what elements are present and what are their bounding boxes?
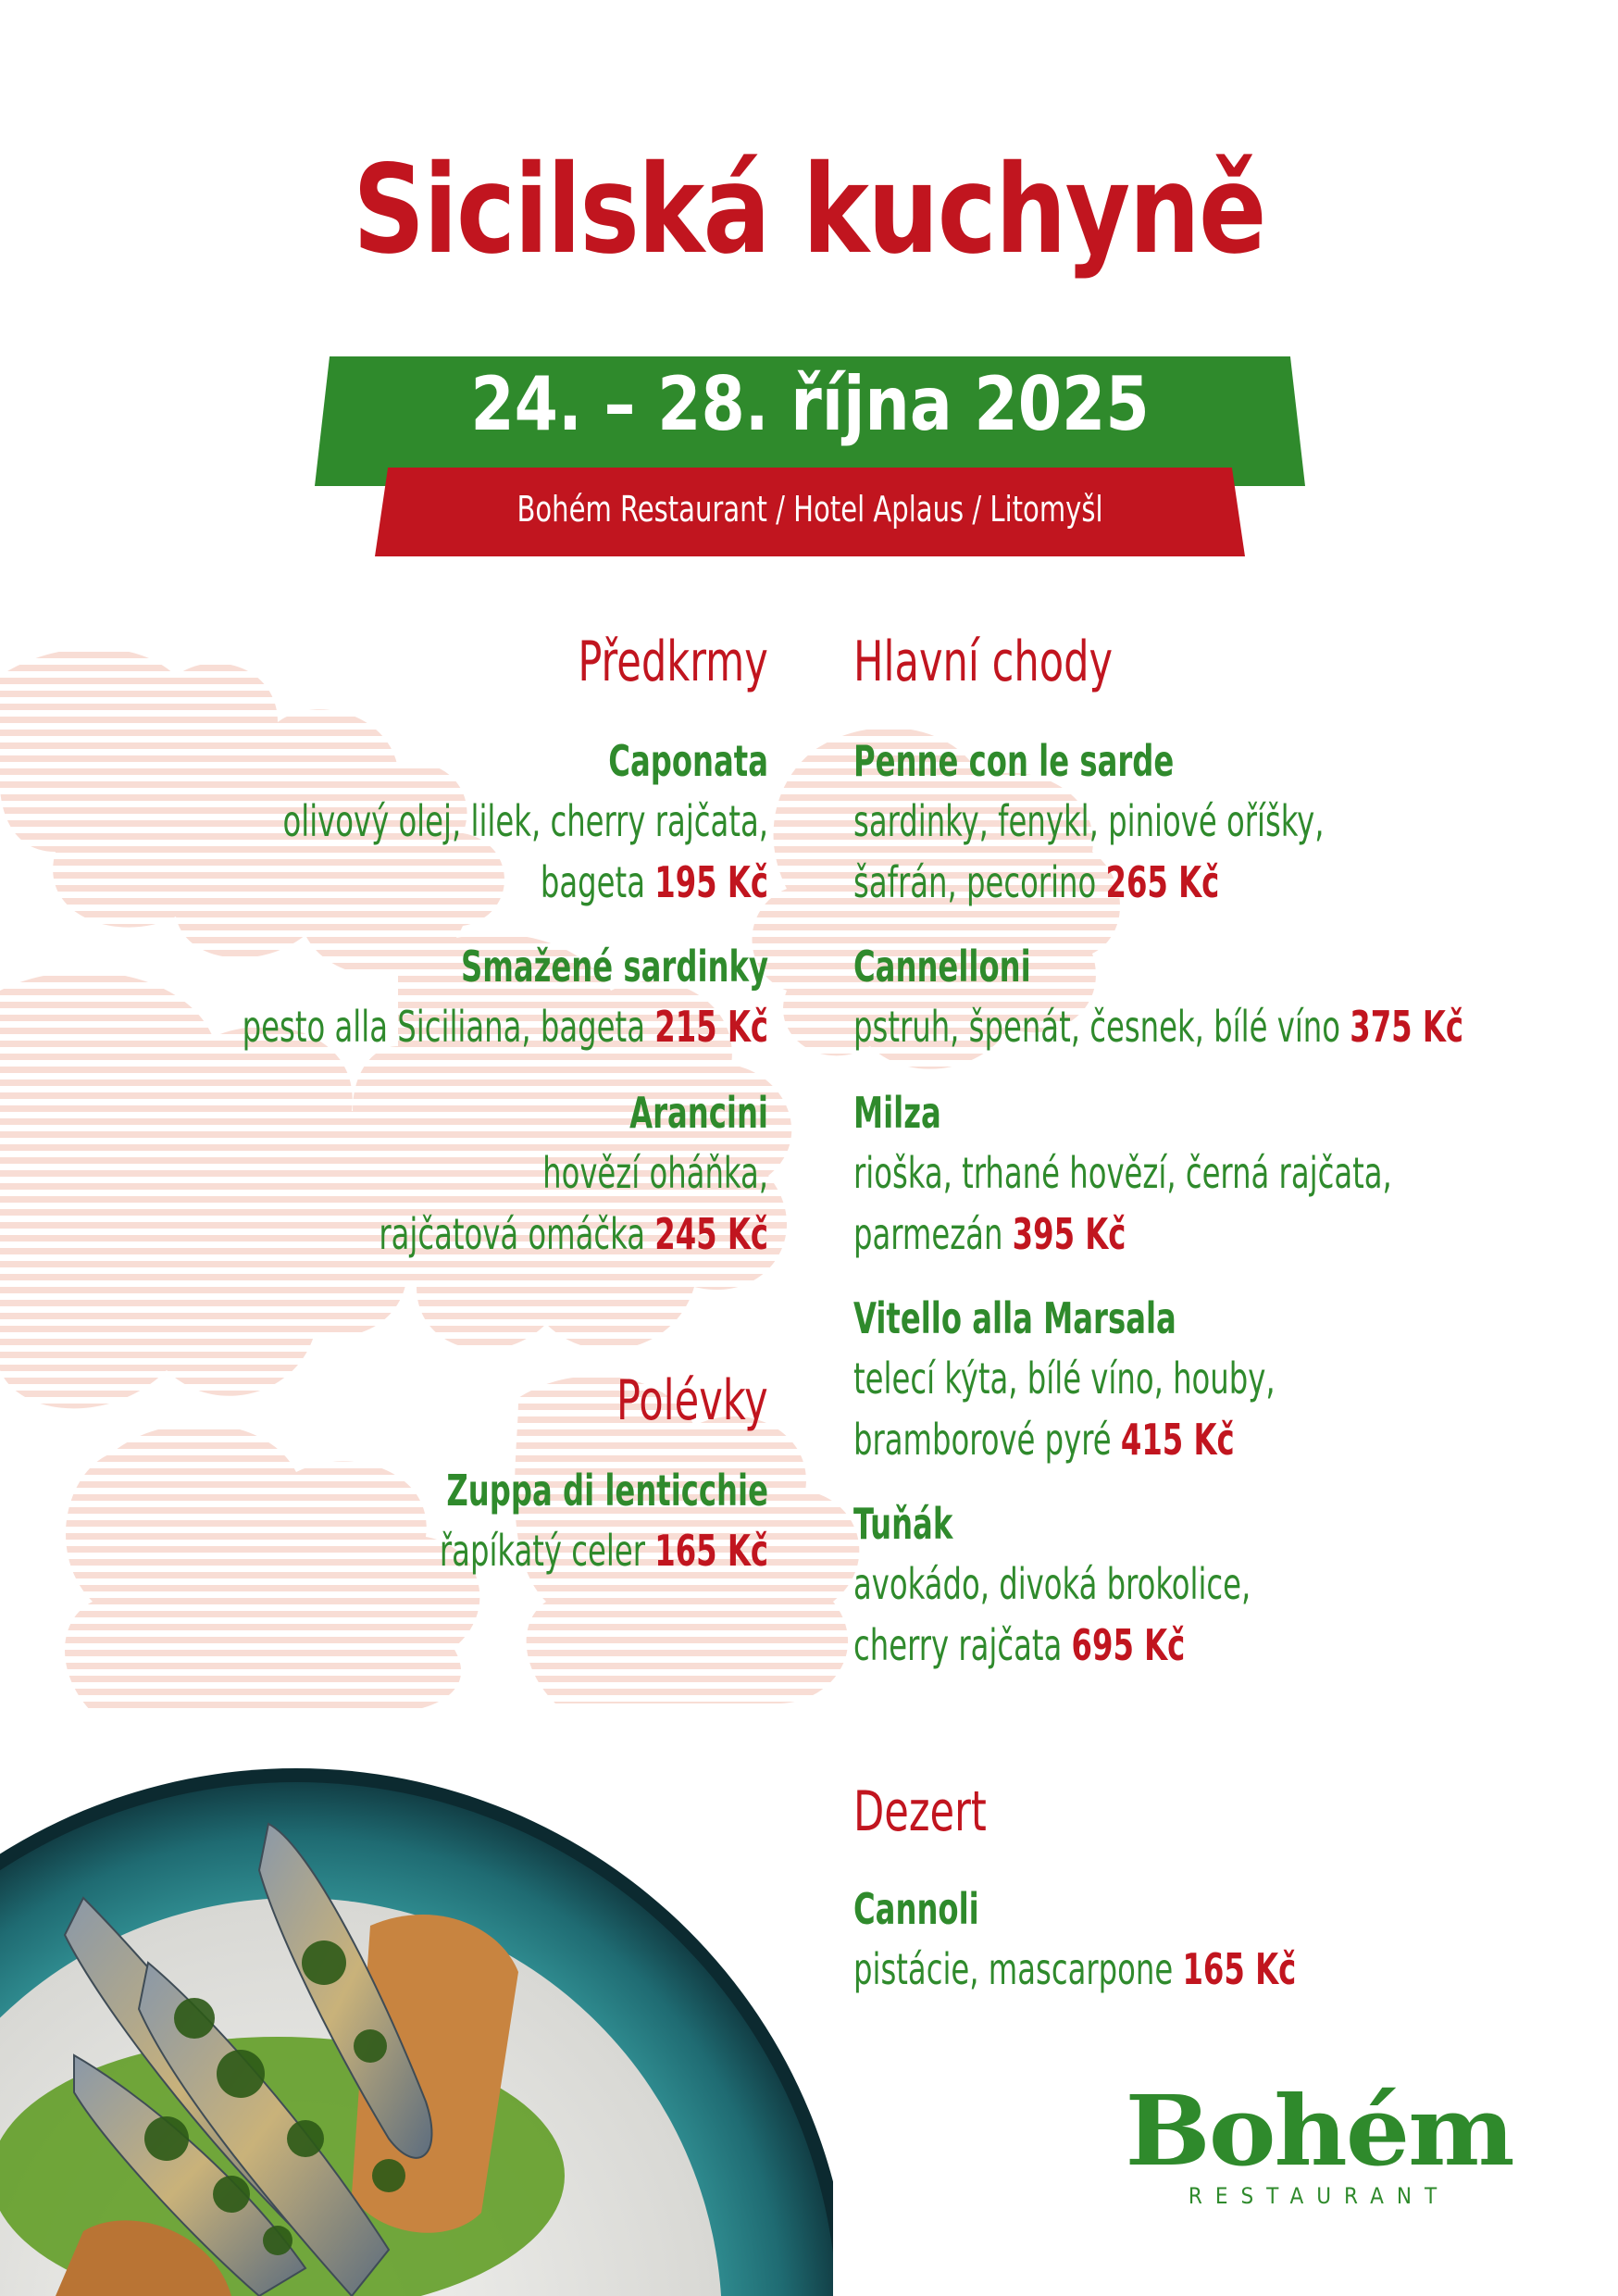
item-description: telecí kýta, bílé víno, houby, — [853, 1354, 1276, 1404]
item-description: pstruh, špenát, česnek, bílé víno — [853, 1002, 1341, 1052]
item-price: 245 Kč — [654, 1209, 768, 1259]
logo-subtitle: RESTAURANT — [1188, 2183, 1450, 2209]
item-price: 165 Kč — [654, 1526, 768, 1576]
section-heading-predkrmy: Předkrmy — [578, 630, 768, 694]
item-name: Milza — [853, 1088, 941, 1138]
item-name: Cannoli — [853, 1884, 979, 1934]
item-description: pesto alla Siciliana, bageta — [242, 1002, 645, 1052]
item-price: 265 Kč — [1105, 857, 1220, 907]
item-description: rioška, trhané hovězí, černá rajčata, — [853, 1148, 1392, 1198]
menu-item-arancini — [90, 1083, 768, 1265]
menu-item-smazene-sardinky — [90, 937, 768, 1057]
menu-item-milza — [853, 1083, 1532, 1265]
item-description: cherry rajčata — [853, 1620, 1063, 1670]
section-heading-hlavni-chody: Hlavní chody — [853, 630, 1114, 694]
item-price: 695 Kč — [1071, 1620, 1186, 1670]
menu-item-vitello-alla-marsala — [853, 1289, 1532, 1470]
item-description: olivový olej, lilek, cherry rajčata, — [282, 796, 768, 846]
item-name: Cannelloni — [853, 942, 1031, 992]
bohem-restaurant-logo — [1125, 2074, 1513, 2222]
item-description: parmezán — [853, 1209, 1003, 1259]
menu-item-cannoli — [853, 1879, 1532, 2000]
section-heading-polevky: Polévky — [616, 1368, 768, 1433]
item-description: bageta — [540, 857, 645, 907]
logo-wordmark: Bohém — [1125, 2074, 1513, 2188]
item-description: hovězí oháňka, — [542, 1148, 768, 1198]
item-price: 215 Kč — [654, 1002, 768, 1052]
item-price: 415 Kč — [1120, 1415, 1235, 1465]
item-description: šafrán, pecorino — [853, 857, 1097, 907]
item-name: Caponata — [608, 736, 768, 786]
event-date: 24. – 28. října 2025 — [470, 361, 1150, 447]
item-description: avokádo, divoká brokolice, — [853, 1559, 1251, 1609]
item-description: řapíkatý celer — [439, 1526, 645, 1576]
item-name: Zuppa di lenticchie — [446, 1466, 768, 1516]
menu-item-zuppa-di-lenticchie — [90, 1461, 768, 1581]
page-title: Sicilská kuchyně — [353, 139, 1265, 281]
menu-item-caponata — [90, 731, 768, 913]
sardines-plate-image — [0, 1657, 833, 2296]
item-name: Arancini — [629, 1088, 768, 1138]
item-description: sardinky, fenykl, piniové oříšky, — [853, 796, 1325, 846]
item-price: 395 Kč — [1012, 1209, 1126, 1259]
item-description: bramborové pyré — [853, 1415, 1112, 1465]
item-price: 195 Kč — [654, 857, 768, 907]
section-heading-dezert: Dezert — [853, 1779, 987, 1844]
item-price: 165 Kč — [1182, 1944, 1297, 1994]
item-name: Vitello alla Marsala — [853, 1293, 1176, 1343]
menu-item-penne-con-le-sarde — [853, 731, 1532, 913]
venue-label: Bohém Restaurant / Hotel Aplaus / Litomyšl — [517, 489, 1103, 530]
left-column — [111, 0, 768, 1666]
item-name: Smažené sardinky — [460, 942, 768, 992]
menu-item-tunak — [853, 1494, 1532, 1676]
item-description: pistácie, mascarpone — [853, 1944, 1174, 1994]
item-name: Tuňák — [853, 1499, 953, 1549]
item-description: rajčatová omáčka — [379, 1209, 645, 1259]
item-price: 375 Kč — [1350, 1002, 1464, 1052]
menu-item-cannelloni — [853, 937, 1532, 1057]
right-column — [853, 0, 1557, 2037]
item-name: Penne con le sarde — [853, 736, 1175, 786]
